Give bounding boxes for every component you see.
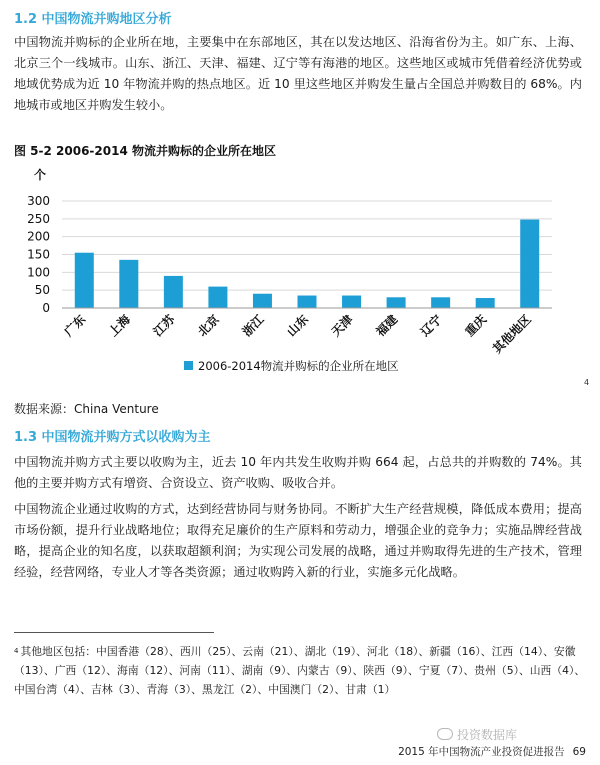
wechat-logo-icon	[437, 728, 453, 740]
bar-chart	[0, 160, 600, 378]
y-tick-label: 150	[27, 247, 50, 262]
x-tick-label: 其他地区	[489, 312, 534, 357]
x-tick-label: 北京	[195, 312, 223, 340]
bar	[208, 287, 227, 308]
legend-label: 2006-2014物流并购标的企业所在地区	[198, 359, 399, 373]
section-1-3-title: 1.3 中国物流并购方式以收购为主	[14, 430, 211, 445]
footer-report-title: 2015 年中国物流产业投资促进报告	[398, 746, 565, 758]
bar	[476, 298, 495, 308]
chart-legend	[184, 359, 399, 373]
y-tick-label: 100	[27, 265, 50, 280]
bar	[164, 276, 183, 308]
section-1-3-paragraph-2: 中国物流企业通过收购的方式，达到经营协同与财务协同。不断扩大生产经营规模，降低成本费用；提高市场份额，提升行业战略地位；取得充足廉价的生产原料和劳动力，增强企业的竞争力；实施品牌经营战略，提高企业的知名度，以获取超额利润；为实现公司发展的战略，通过并购取得先进的生产技术，管理经验，经营网络，专业人才等各类资源；通过收购跨入新的行业，实施多元化战略。	[14, 502, 582, 579]
footnote-divider	[14, 632, 214, 633]
bar	[253, 294, 272, 308]
x-tick-label: 江苏	[150, 312, 178, 340]
x-tick-label: 上海	[106, 312, 133, 340]
x-tick-label: 重庆	[462, 312, 490, 340]
footnote-number: 4	[14, 647, 19, 655]
y-tick-label: 300	[27, 194, 50, 208]
x-tick-label: 广东	[61, 312, 89, 340]
chart-bars	[75, 220, 539, 308]
data-source: 数据来源：China Venture	[14, 402, 159, 416]
bar	[298, 296, 317, 308]
page-number: 69	[572, 746, 586, 758]
page-footer	[390, 744, 586, 759]
bar	[387, 297, 406, 308]
bar	[119, 260, 138, 308]
y-tick-label: 50	[34, 283, 50, 298]
figure-caption: 图 5-2 2006-2014 物流并购标的企业所在地区	[14, 144, 276, 158]
section-1-3-paragraph-1: 中国物流并购方式主要以收购为主，近去 10 年内共发生收购并购 664 起，占总共的并购数的 74%。其他的主要并购方式有增资、合资设立、资产收购、吸收合并。	[14, 455, 582, 490]
x-axis-labels	[61, 311, 534, 356]
x-tick-label: 辽宁	[417, 312, 445, 340]
footnote	[14, 642, 586, 699]
x-tick-label: 山东	[284, 312, 312, 340]
y-axis-unit-label: 个	[34, 168, 47, 182]
legend-swatch	[184, 361, 193, 370]
x-tick-label: 福建	[373, 312, 401, 340]
bar	[520, 220, 539, 308]
y-tick-label: 200	[27, 229, 50, 244]
footnote-reference: 4	[584, 378, 590, 387]
bar	[342, 296, 361, 308]
bar	[75, 253, 94, 308]
watermark	[437, 726, 517, 743]
y-axis-ticks	[27, 194, 50, 315]
bar	[431, 297, 450, 308]
x-tick-label: 天津	[328, 312, 356, 340]
watermark-text: 投资数据库	[457, 728, 518, 742]
section-1-2-paragraph: 中国物流并购标的企业所在地，主要集中在东部地区，其在以发达地区、沿海省份为主。如广东、上海、北京三个一线城市。山东、浙江、天津、福建、辽宁等有海港的地区。这些地区或城市凭借着经济优势或地域优势成为近 10 年物流并购的热点地区。近 10 里这些地区并购发生量占全国总并购数目的 68%。内地城市或地区并购发生较小。	[14, 35, 582, 112]
y-tick-label: 0	[42, 301, 50, 315]
section-1-2-title: 1.2 中国物流并购地区分析	[14, 12, 172, 27]
footnote-text: 其他地区包括：中国香港（28）、西川（25）、云南（21）、湖北（19）、河北（18）、新疆（16）、江西（14）、安徽（13）、广西（12）、海南（12）、河南（11）、湖南（9）、内蒙古（9）、陕西（9）、宁夏（7）、贵州（5）、山西（4）、中国台湾（4）、吉林（3）、青海（3）、黑龙江（2）、中国澳门（2）、甘肃（1）	[14, 645, 586, 696]
y-tick-label: 250	[27, 211, 50, 226]
x-tick-label: 浙江	[239, 312, 267, 340]
